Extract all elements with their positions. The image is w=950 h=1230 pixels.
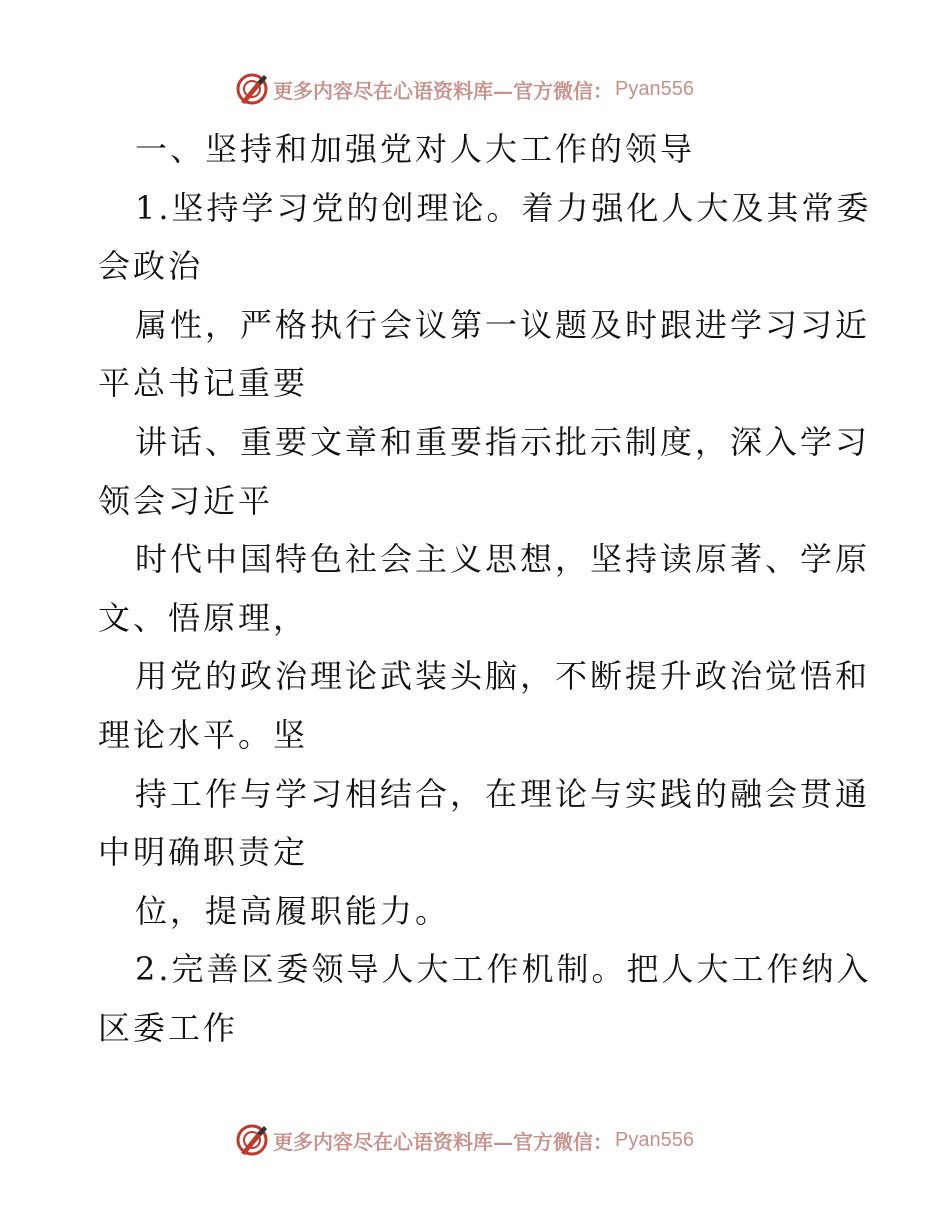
watermark-header [235,72,694,106]
text-line: 领会习近平 [98,481,274,520]
text-line: 用党的政治理论武装头脑，不断提升政治觉悟和 [135,657,871,696]
watermark-text: 更多内容尽在心语资料库—官方微信： [273,1129,613,1154]
watermark-footer [235,1123,694,1157]
text-line: 理论水平。坚 [98,715,309,754]
text-line: 持工作与学习相结合，在理论与实践的融会贯通 [135,774,871,813]
text-line: 文、悟原理， [98,598,309,637]
pen-logo-icon [235,72,269,106]
watermark-handle: Pyan556 [615,1128,694,1151]
text-line: 会政治 [98,247,204,286]
document-body [98,120,872,1058]
watermark-text: 更多内容尽在心语资料库—官方微信： [273,78,613,103]
text-line: 平总书记重要 [98,364,309,403]
text-line: 2.完善区委领导人大工作机制。把人大工作纳入 [135,950,872,989]
text-line: 中明确职责定 [98,833,309,872]
text-line: 一、坚持和加强党对人大工作的领导 [135,130,696,168]
text-line: 1.坚持学习党的创理论。着力强化人大及其常委 [135,188,872,227]
text-line: 区委工作 [98,1008,239,1047]
text-line: 时代中国特色社会主义思想，坚持读原著、学原 [135,540,871,579]
text-line: 属性，严格执行会议第一议题及时跟进学习习近 [135,305,871,344]
text-line: 讲话、重要文章和重要指示批示制度，深入学习 [135,422,871,461]
watermark-handle: Pyan556 [615,77,694,100]
pen-logo-icon [235,1123,269,1157]
text-line: 位，提高履职能力。 [135,891,451,930]
